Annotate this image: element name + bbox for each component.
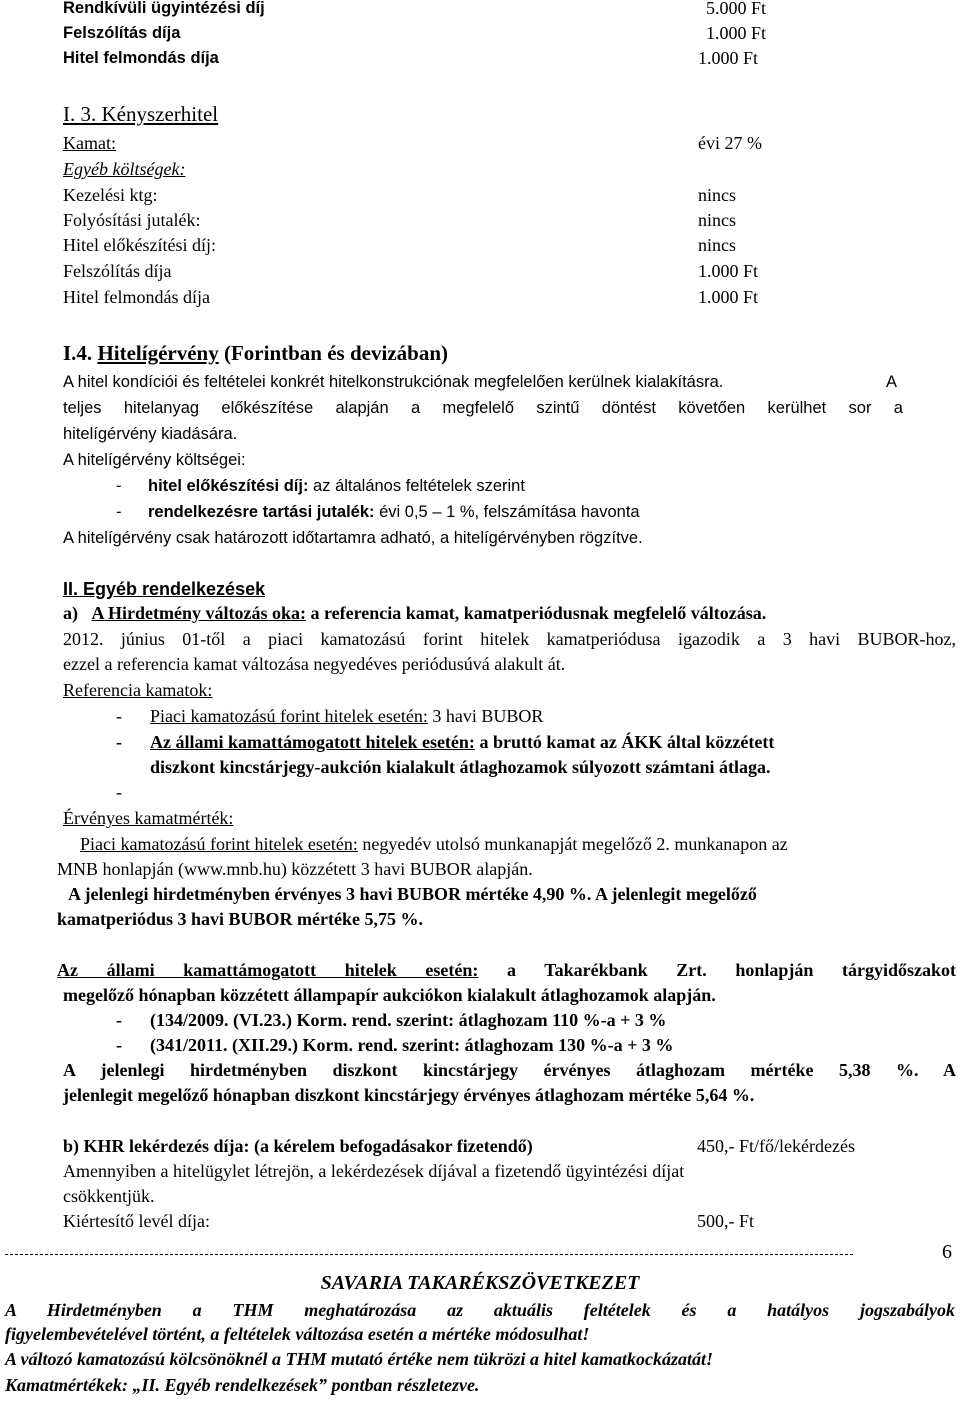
kiertesito-label: Kiértesítő levél díja: xyxy=(63,1211,210,1231)
section-heading-i4 xyxy=(63,340,448,367)
item-term: Az állami kamattámogatott hitelek esetén: xyxy=(57,960,479,980)
list-dash: - xyxy=(116,477,122,495)
cost-value: 1.000 Ft xyxy=(698,261,759,281)
khr-label: b) KHR lekérdezés díja: (a kérelem befogadásakor fizetendő) xyxy=(63,1136,533,1156)
section-title: Hitelígérvény xyxy=(97,341,219,365)
list-dash: - xyxy=(116,1010,122,1030)
fee-value: 5.000 Ft xyxy=(706,0,767,18)
page-number: 6 xyxy=(942,1241,952,1263)
paragraph: ezzel a referencia kamat változása negyedéves periódusúvá alakult át. xyxy=(63,654,566,674)
list-dash: - xyxy=(116,782,122,802)
paragraph: A jelenlegi hirdetményben diszkont kincstárjegy érvényes átlaghozam mértéke 5,38 %. A xyxy=(63,1060,956,1080)
item-desc: a bruttó kamat az ÁKK által közzétett xyxy=(474,732,775,752)
item-desc: az általános feltételek szerint xyxy=(308,477,525,495)
paragraph xyxy=(57,958,956,983)
paragraph: Amennyiben a hitelügylet létrejön, a lekérdezések díjával a fizetendő ügyintézési díjat xyxy=(63,1161,685,1181)
cost-value: nincs xyxy=(698,185,736,205)
list-item: (134/2009. (VI.23.) Korm. rend. szerint: átlaghozam 110 %-a + 3 % xyxy=(150,1010,667,1030)
cost-label: Hitel felmondás díja xyxy=(63,287,210,307)
paragraph: megelőző hónapban közzétett állampapír aukciókon kialakult átlaghozamok alapján. xyxy=(63,985,716,1005)
paragraph: kamatperiódus 3 havi BUBOR mértéke 5,75 %. xyxy=(57,909,423,929)
paragraph: A hitelígérvény csak határozott időtartamra adható, a hitelígérvényben rögzítve. xyxy=(63,529,643,547)
item-term: Piaci kamatozású forint hitelek esetén: xyxy=(150,706,428,726)
section-heading-ii xyxy=(63,577,265,602)
footer-note: A Hirdetményben a THM meghatározása az aktuális feltételek és a hatályos jogszabályok xyxy=(5,1300,955,1320)
section-heading-i3: I. 3. Kényszerhitel xyxy=(63,102,219,126)
paragraph: A jelenlegi hirdetményben érvényes 3 havi BUBOR mértéke 4,90 %. A jelenlegit megelőző xyxy=(68,884,757,904)
item-desc: 3 havi BUBOR xyxy=(427,706,544,726)
point-text: a referencia kamat, kamatperiódusnak megfelelő változása. xyxy=(305,603,767,623)
fee-label: Hitel felmondás díja xyxy=(63,49,219,67)
fee-value: 1.000 Ft xyxy=(706,23,767,43)
list-dash: - xyxy=(116,706,122,726)
footer-divider xyxy=(5,1254,853,1255)
list-item-continued: diszkont kincstárjegy-aukción kialakult átlaghozamok súlyozott számtani átlaga. xyxy=(150,757,771,777)
paragraph xyxy=(80,832,788,857)
cost-label: Hitel előkészítési díj: xyxy=(63,235,216,255)
paragraph: csökkentjük. xyxy=(63,1186,155,1206)
item-term: hitel előkészítési díj: xyxy=(148,477,309,495)
list-item xyxy=(150,704,543,729)
fee-label: Felszólítás díja xyxy=(63,24,181,42)
ref-title: Referencia kamatok: xyxy=(63,680,213,700)
fee-label: Rendkívüli ügyintézési díj xyxy=(63,0,265,17)
item-desc: a Takarékbank Zrt. honlapján tárgyidőszakot xyxy=(478,960,956,980)
list-item: (341/2011. (XII.29.) Korm. rend. szerint: átlaghozam 130 %-a + 3 % xyxy=(150,1035,674,1055)
footer-note: A változó kamatozású kölcsönöknél a THM mutató értéke nem tükrözi a hitel kamatkockázatát! xyxy=(5,1349,714,1369)
paragraph: MNB honlapján (www.mnb.hu) közzétett 3 havi BUBOR alapján. xyxy=(57,859,533,879)
paragraph: A xyxy=(886,373,898,391)
paragraph: 2012. június 01-től a piaci kamatozású forint hitelek kamatperiódusa igazodik a 3 havi BUBOR-hoz, xyxy=(63,629,956,649)
bank-name: SAVARIA TAKARÉKSZÖVETKEZET xyxy=(320,1272,640,1294)
section-title: II. Egyéb rendelkezések xyxy=(63,579,266,599)
section-subtitle: (Forintban és devizában) xyxy=(218,341,448,365)
paragraph: A hitel kondíciói és feltételei konkrét hitelkonstrukciónak megfelelően kerülnek kialakításra. xyxy=(63,373,724,391)
egyeb-koltsegek-label: Egyéb költségek: xyxy=(63,159,186,179)
item-term: Az állami kamattámogatott hitelek esetén: xyxy=(150,732,475,752)
item-desc: évi 0,5 – 1 %, felszámítása havonta xyxy=(374,503,640,521)
item-term: rendelkezésre tartási jutalék: xyxy=(148,503,375,521)
cost-label: Folyósítási jutalék: xyxy=(63,210,201,230)
paragraph: jelenlegit megelőző hónapban diszkont kincstárjegy érvényes átlaghozam mértéke 5,64 %. xyxy=(63,1085,755,1105)
point-label: A Hirdetmény változás oka: xyxy=(91,603,306,623)
item-term: Piaci kamatozású forint hitelek esetén: xyxy=(80,834,358,854)
kamat-value: évi 27 % xyxy=(698,133,762,153)
erv-title: Érvényes kamatmérték: xyxy=(63,808,234,828)
paragraph: teljes hitelanyag előkészítése alapján a megfelelő szintű döntést követően kerülhet sor a xyxy=(63,399,903,417)
cost-value: nincs xyxy=(698,235,736,255)
kiertesito-value: 500,- Ft xyxy=(697,1211,755,1231)
list-dash: - xyxy=(116,732,122,752)
section-number: I.4. xyxy=(63,341,93,365)
khr-value: 450,- Ft/fő/lekérdezés xyxy=(697,1136,855,1156)
costs-title: A hitelígérvény költségei: xyxy=(63,451,246,469)
cost-label: Felszólítás díja xyxy=(63,261,172,281)
list-dash: - xyxy=(116,1035,122,1055)
footer-note: figyelembevételével történt, a feltételek változása esetén a mértéke módosulhat! xyxy=(5,1324,590,1344)
point-a xyxy=(63,601,766,626)
item-desc: negyedév utolsó munkanapját megelőző 2. munkanapon az xyxy=(357,834,788,854)
cost-value: 1.000 Ft xyxy=(698,287,759,307)
footer-note: Kamatmértékek: „II. Egyéb rendelkezések” pontban részletezve. xyxy=(5,1375,480,1395)
point-prefix: a) xyxy=(63,603,78,623)
kamat-label: Kamat: xyxy=(63,133,116,153)
list-item xyxy=(148,474,525,499)
list-dash: - xyxy=(116,503,122,521)
cost-label: Kezelési ktg: xyxy=(63,185,158,205)
list-item xyxy=(148,500,640,525)
list-item xyxy=(150,730,774,755)
cost-value: nincs xyxy=(698,210,736,230)
fee-value: 1.000 Ft xyxy=(698,48,759,68)
paragraph: hitelígérvény kiadására. xyxy=(63,425,238,443)
